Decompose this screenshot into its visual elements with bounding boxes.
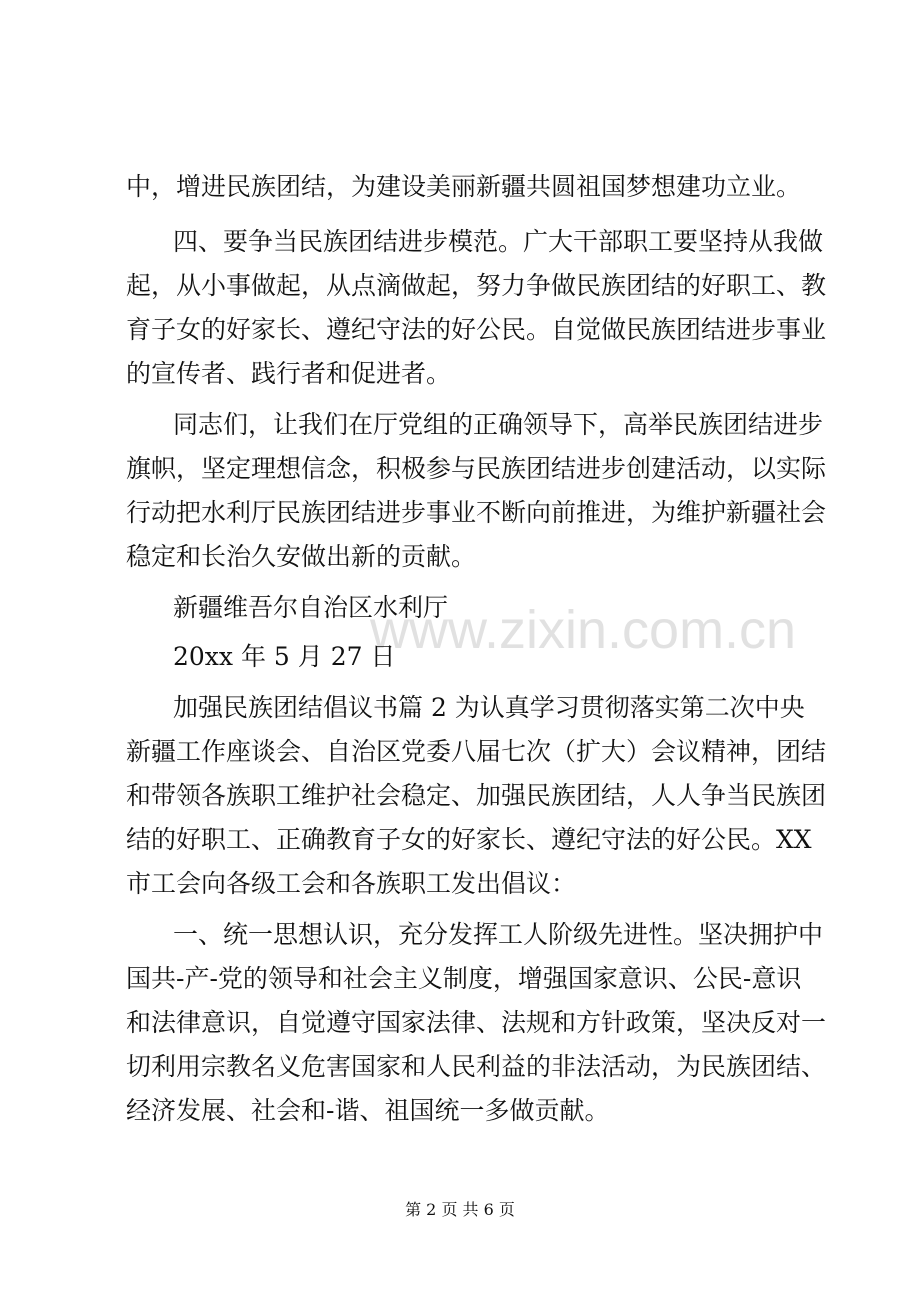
body-line: 起，从小事做起，从点滴做起，努力争做民族团结的好职工、教: [126, 271, 827, 300]
body-line: 和法律意识，自觉遵守国家法律、法规和方针政策，坚决反对一: [126, 1008, 827, 1037]
body-line: 四、要争当民族团结进步模范。广大干部职工要坚持从我做: [173, 227, 824, 256]
body-line: 行动把水利厅民族团结进步事业不断向前推进，为维护新疆社会: [126, 498, 827, 527]
body-line: 稳定和长治久安做出新的贡献。: [126, 542, 477, 571]
body-line: 经济发展、社会和-谐、祖国统一多做贡献。: [126, 1096, 610, 1125]
body-line: 国共-产-党的领导和社会主义制度，增强国家意识、公民-意识: [126, 964, 802, 993]
page-footer: 第 2 页 共 6 页: [405, 1200, 515, 1219]
body-line: 一、统一思想认识，充分发挥工人阶级先进性。坚决拥护中: [173, 920, 824, 949]
body-line: 育子女的好家长、遵纪守法的好公民。自觉做民族团结进步事业: [126, 315, 827, 344]
body-line: 旗帜，坚定理想信念，积极参与民族团结进步创建活动，以实际: [126, 454, 827, 483]
signature-org: 新疆维吾尔自治区水利厅: [173, 593, 449, 622]
body-line: 中，增进民族团结，为建设美丽新疆共圆祖国梦想建功立业。: [126, 172, 802, 201]
body-line: 的宣传者、践行者和促进者。: [126, 359, 452, 388]
body-line: 和带领各族职工维护社会稳定、加强民族团结，人人争当民族团: [126, 781, 827, 810]
body-line: 切利用宗教名义危害国家和人民利益的非法活动，为民族团结、: [126, 1052, 827, 1081]
body-line: 同志们，让我们在厅党组的正确领导下，高举民族团结进步: [173, 410, 824, 439]
body-line: 市工会向各级工会和各族职工发出倡议：: [126, 869, 577, 898]
watermark: www.zixin.com.cn: [370, 600, 797, 660]
body-line: 新疆工作座谈会、自治区党委八届七次（扩大）会议精神，团结: [126, 737, 827, 766]
body-line: 结的好职工、正确教育子女的好家长、遵纪守法的好公民。XX: [126, 825, 812, 854]
body-line: 加强民族团结倡议书篇 2 为认真学习贯彻落实第二次中央: [173, 693, 805, 722]
signature-date: 20xx 年 5 月 27 日: [173, 642, 396, 671]
